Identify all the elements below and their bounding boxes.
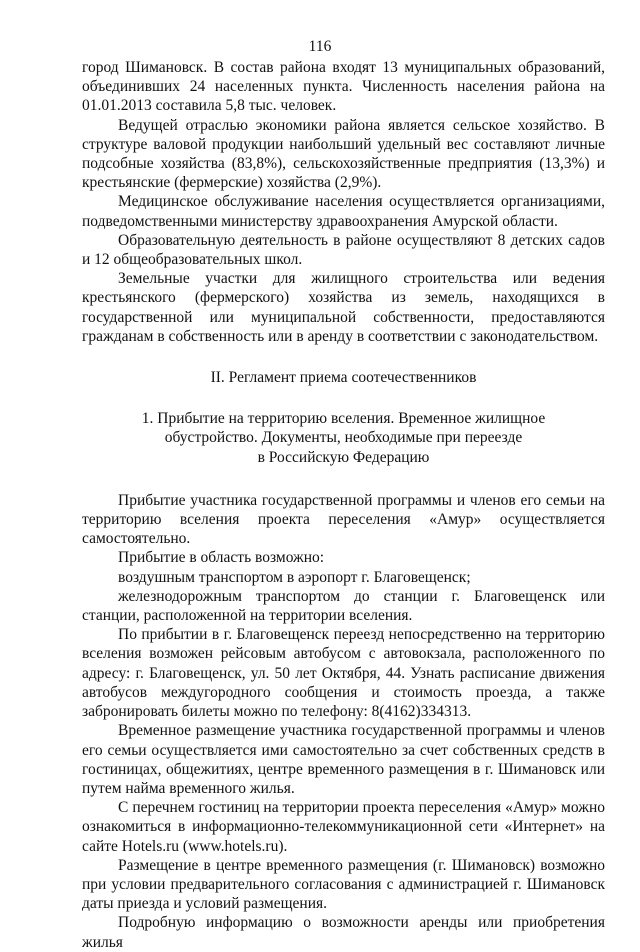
paragraph: Временное размещение участника государственной программы и членов его семьи осуществляется ими самостоятельно за счет собственных средств в гостиницах, общежитиях, центре временного размещения в г. Шимановск или путем найма временного жилья. (82, 722, 605, 797)
paragraph: По прибытии в г. Благовещенск переезд непосредственно на территорию вселения возможен рейсовым автобусом с автовокзала, расположенного по адресу: г. Благовещенск, ул. 50 лет Октября, 44. Узнать расписание движения автобусов междугородного сообщения и стоимость проезда, а также забронировать билеты можно по телефону: 8(4162)334313. (82, 626, 605, 721)
paragraph: С перечнем гостиниц на территории проекта переселения «Амур» можно ознакомиться в информационно-телекоммуникационной сети «Интернет» на сайте Hotels.ru (www.hotels.ru). (82, 799, 605, 855)
paragraph: Медицинское обслуживание населения осуществляется организациями, подведомственными министерству здравоохранения Амурской области. (82, 193, 605, 230)
paragraph: город Шимановск. В состав района входят 13 муниципальных образований, объединивших 24 населенных пункта. Численность населения района на 01.01.2013 составила 5,8 тыс. человек. (82, 59, 605, 115)
paragraph: Ведущей отраслью экономики района является сельское хозяйство. В структуре валовой продукции наибольший удельный вес составляют личные подсобные хозяйства (83,8%), сельскохозяйственные предприятия (13,3%) и крестьянские (фермерские) хозяйства (2,9%). (82, 116, 605, 192)
subsection-heading-line: 1. Прибытие на территорию вселения. Временное жилищное (141, 410, 546, 428)
section-heading: II. Регламент приема соотечественников (210, 369, 477, 387)
document-body (82, 58, 605, 952)
page-number: 116 (308, 38, 332, 55)
subsection-heading-line: в Российскую Федерацию (257, 448, 430, 466)
paragraph: Подробную информацию о возможности аренды или приобретения жилья (82, 914, 605, 951)
paragraph: воздушным транспортом в аэропорт г. Благовещенск; (118, 568, 471, 586)
paragraph: Прибытие в область возможно: (118, 549, 325, 567)
subsection-heading-line: обустройство. Документы, необходимые при переезде (164, 429, 523, 447)
subsection-heading (122, 409, 565, 467)
paragraph: Прибытие участника государственной программы и членов его семьи на территорию вселения проекта переселения «Амур» осуществляется самостоятельно. (82, 491, 605, 548)
paragraph: Размещение в центре временного размещения (г. Шимановск) возможно при условии предварительного согласования с администрацией г. Шимановск даты приезда и условий размещения. (82, 856, 605, 913)
paragraph: железнодорожным транспортом до станции г. Благовещенск или станции, расположенной на территории вселения. (82, 587, 605, 625)
paragraph: Образовательную деятельность в районе осуществляют 8 детских садов и 12 общеобразовательных школ. (82, 231, 605, 269)
paragraph: Земельные участки для жилищного строительства или ведения крестьянского (фермерского) хозяйства из земель, находящихся в государственной или муниципальной собственности, предоставляются гражданам в собственность или в аренду в соответствии с законодательством. (82, 270, 605, 345)
